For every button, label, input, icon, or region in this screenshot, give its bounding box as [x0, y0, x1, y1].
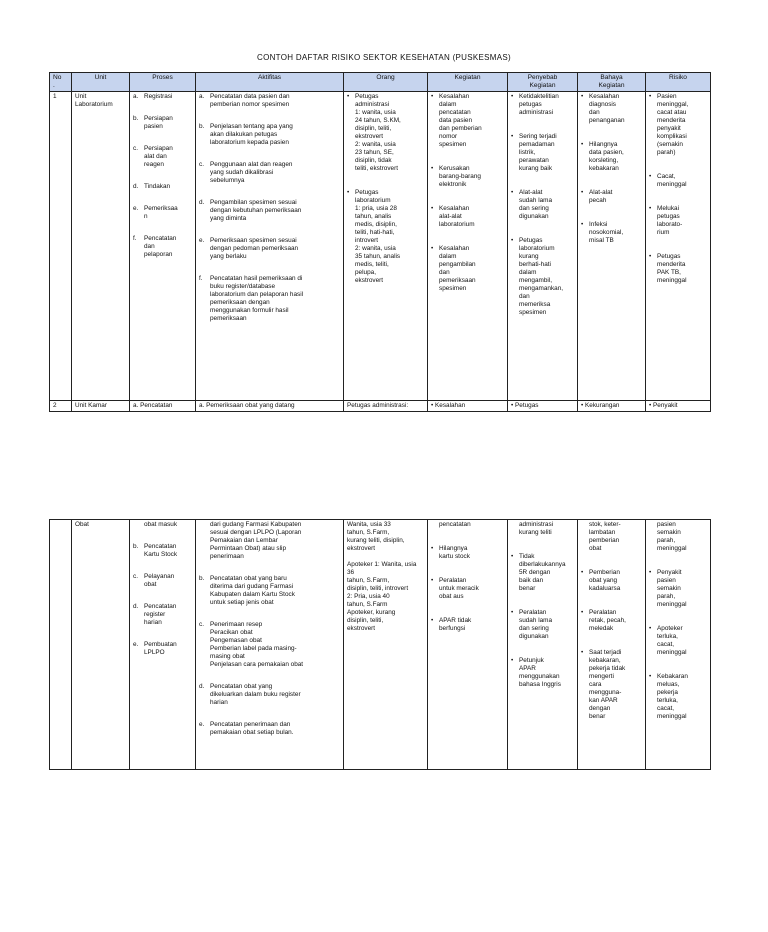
header-aktifitas: Aktifitas — [196, 73, 344, 92]
list-item — [581, 93, 642, 125]
list-text: Hilangnya kartu stock — [439, 545, 470, 560]
cell-unit: Unit Kamar — [72, 401, 130, 412]
list-marker: d. — [133, 603, 139, 610]
cell-proses: a. Pencatatan — [130, 401, 196, 412]
cell-aktifitas — [196, 520, 344, 770]
cell-proses — [130, 92, 196, 401]
list-item — [649, 253, 707, 285]
list-item — [431, 205, 504, 229]
list-marker: d. — [199, 199, 205, 206]
list-text: Pencatatan obat yang dikeluarkan dalam buku register harian — [210, 683, 301, 706]
list-marker: • — [347, 189, 350, 196]
list-marker: • — [581, 221, 584, 228]
list-marker: a. — [199, 93, 205, 100]
list-text: Saat terjadi kebakaran, pekerja tidak mengerti cara mengguna- kan APAR dengan benar — [589, 649, 626, 720]
cell-risiko — [646, 520, 711, 770]
list-item — [133, 521, 192, 529]
list-marker: • — [581, 141, 584, 148]
list-item — [511, 189, 574, 221]
cell-aktifitas — [196, 92, 344, 401]
list-item — [199, 93, 340, 109]
list-marker: b. — [199, 123, 205, 130]
list-text: Penjelasan tentang apa yang akan dilakukan petugas laboratorium kepada pasien — [210, 123, 293, 146]
table-row — [50, 92, 711, 401]
cell-bahaya — [578, 92, 646, 401]
header-no: No . — [50, 73, 72, 92]
list-marker: • — [581, 609, 584, 616]
list-marker — [199, 521, 210, 561]
list-item — [199, 721, 340, 737]
list-item — [347, 189, 424, 285]
cell-bahaya — [578, 520, 646, 770]
cell-penyebab — [508, 92, 578, 401]
list-text: Hilangnya data pasien, korsleting, kebakaran — [589, 141, 624, 172]
list-marker: • — [431, 545, 434, 552]
list-marker: • — [431, 93, 434, 100]
cell-orang: Wanita, usia 33 tahun, S.Farm, kurang teliti, disiplin, ekstrovert Apoteker 1: Wanita, usia 36 tahun, S.Farm, disiplin, teliti, introvert 2: Pria, usia 40 tahun, S.Farm Apoteker, kurang disiplin, teliti, ekstrovert — [344, 520, 428, 770]
list-marker: • — [649, 205, 652, 212]
list-marker: c. — [133, 145, 138, 152]
list-marker: • — [511, 609, 514, 616]
cell-kegiatan — [428, 92, 508, 401]
header-unit: Unit — [72, 73, 130, 92]
list-marker: • — [511, 189, 514, 196]
list-marker: • — [431, 617, 434, 624]
list-marker: a. — [133, 93, 139, 100]
list-text: pasien semakin parah, meninggal — [657, 521, 687, 552]
list-item — [431, 617, 504, 633]
header-penyebab: Penyebab Kegiatan — [508, 73, 578, 92]
header-kegiatan: Kegiatan — [428, 73, 508, 92]
list-marker: • — [347, 93, 350, 100]
list-marker: f. — [199, 275, 203, 282]
list-item — [511, 609, 574, 641]
list-text: Pasien meninggal, cacat atau menderita penyakit komplikasi (semakin parah) — [657, 93, 689, 156]
list-marker: • — [649, 673, 652, 680]
list-marker: e. — [133, 205, 139, 212]
cell-penyebab: • Petugas — [508, 401, 578, 412]
header-bahaya: Bahaya Kegiatan — [578, 73, 646, 92]
list-marker: • — [581, 649, 584, 656]
list-text: Pemberian obat yang kadaluarsa — [589, 569, 621, 592]
cell-orang — [344, 92, 428, 401]
list-text: Kesalahan alat-alat laboratorium — [439, 205, 475, 228]
list-marker: • — [511, 657, 514, 664]
list-item — [133, 603, 192, 627]
risk-table-page-1 — [49, 72, 711, 412]
list-text: Apoteker terluka, cacat, meninggal — [657, 625, 687, 656]
list-text: Alat-alat sudah lama dan sering digunakan — [519, 189, 553, 220]
cell-no: 1 — [50, 92, 72, 401]
list-item — [431, 521, 504, 529]
cell-no — [50, 520, 72, 770]
list-item — [649, 521, 707, 553]
list-marker: b. — [133, 543, 139, 550]
list-text: Pembuatan LPLPO — [144, 641, 177, 656]
list-item — [581, 141, 642, 173]
cell-kegiatan — [428, 520, 508, 770]
cell-orang: Petugas administrasi: — [344, 401, 428, 412]
cell-unit: Obat — [72, 520, 130, 770]
cell-bahaya: • Kekurangan — [578, 401, 646, 412]
list-item — [649, 205, 707, 237]
list-text: Pelayanan obat — [144, 573, 175, 588]
list-text: Cacat, meninggal — [657, 173, 687, 188]
list-item — [581, 649, 642, 721]
list-text: Tindakan — [144, 183, 171, 190]
list-item — [581, 609, 642, 633]
list-item — [649, 173, 707, 189]
list-marker: • — [431, 205, 434, 212]
cell-proses — [130, 520, 196, 770]
list-marker — [581, 521, 589, 553]
header-proses: Proses — [130, 73, 196, 92]
list-text: Petugas laboratorium 1: pria, usia 28 tahun, analis medis, disiplin, teliti, hati-hati, introvert 2: wanita, usia 35 tahun, analis medis, teliti, pelupa, ekstrovert — [355, 189, 401, 284]
list-item — [431, 245, 504, 293]
page-title: CONTOH DAFTAR RISIKO SEKTOR KESEHATAN (PUSKESMAS) — [257, 53, 511, 62]
table-row — [50, 520, 711, 770]
list-item — [199, 575, 340, 607]
list-item — [199, 161, 340, 185]
list-text: Pencatatan Kartu Stock — [144, 543, 178, 558]
list-marker: • — [431, 577, 434, 584]
list-marker: • — [649, 253, 652, 260]
list-text: Kesalahan diagnosis dan penanganan — [589, 93, 625, 124]
list-item — [133, 543, 192, 559]
list-text: Kesalahan dalam pencatatan data pasien dan pemberian nomor spesimen — [439, 93, 482, 148]
list-item — [133, 641, 192, 657]
list-text: pencatatan — [439, 521, 471, 528]
list-marker: c. — [199, 161, 204, 168]
cell-kegiatan: • Kesalahan — [428, 401, 508, 412]
list-text: Penyakit pasien semakin parah, meninggal — [657, 569, 687, 608]
list-item — [133, 115, 192, 131]
list-text: Registrasi — [144, 93, 173, 100]
list-text: Persiapan alat dan reagen — [144, 145, 173, 168]
list-text: Peralatan sudah lama dan sering digunakan — [519, 609, 553, 640]
header-risiko: Risiko — [646, 73, 711, 92]
list-text: Kerusakan barang-barang elektronik — [439, 165, 481, 188]
list-text: Tidak diberlakukannya 5R dengan baik dan benar — [519, 553, 566, 592]
list-text: Kebakaran meluas, pekerja terluka, cacat, meninggal — [657, 673, 688, 720]
list-text: Alat-alat pecah — [589, 189, 613, 204]
list-item — [431, 165, 504, 189]
list-text: Infeksi nosokomial, misal TB — [589, 221, 624, 244]
list-marker: • — [511, 237, 514, 244]
list-marker: • — [511, 93, 514, 100]
list-item — [649, 93, 707, 157]
header-orang: Orang — [344, 73, 428, 92]
list-text: Petunjuk APAR menggunakan bahasa Inggris — [519, 657, 561, 688]
list-text: Melukai petugas laborato- rium — [657, 205, 683, 236]
list-item — [133, 205, 192, 221]
list-text: Persiapan pasien — [144, 115, 173, 130]
list-item — [649, 673, 707, 721]
list-marker: • — [581, 569, 584, 576]
list-marker: • — [649, 173, 652, 180]
list-marker — [431, 521, 439, 529]
list-marker: e. — [199, 721, 205, 728]
list-item — [511, 657, 574, 689]
list-item — [199, 199, 340, 223]
list-item — [581, 521, 642, 553]
list-item — [511, 237, 574, 317]
list-item — [133, 183, 192, 191]
list-marker: c. — [133, 573, 138, 580]
list-marker — [133, 521, 144, 529]
list-marker: e. — [133, 641, 139, 648]
list-text: Pencatatan register harian — [144, 603, 177, 626]
list-item — [431, 577, 504, 601]
list-text: Pencatatan obat yang baru diterima dari gudang Farmasi Kabupaten dalam Kartu Stock untuk setiap jenis obat — [210, 575, 295, 606]
list-marker: c. — [199, 621, 204, 628]
list-text: Penerimaan resep Peracikan obat Pengemasan obat Pemberian label pada masing- masing obat Penjelasan cara pemakaian obat — [210, 621, 304, 668]
list-item — [511, 133, 574, 173]
list-text: dari gudang Farmasi Kabupaten sesuai dengan LPLPO (Laporan Pemakaian dan Lembar Permintaan Obat) atau slip penerimaan — [210, 521, 302, 560]
list-marker: b. — [199, 575, 205, 582]
list-text: Ketidaktelitian petugas administrasi — [519, 93, 559, 116]
list-text: Kesalahan dalam pengambilan dan pemeriksaan spesimen — [439, 245, 476, 292]
list-item — [649, 569, 707, 609]
list-marker: • — [431, 245, 434, 252]
list-marker: • — [649, 569, 652, 576]
list-text: Pencatatan hasil pemeriksaan di buku register/database laboratorium dan pelaporan hasil pemeriksaan dengan menggunakan formulir hasil pemeriksaan — [210, 275, 304, 322]
cell-risiko — [646, 92, 711, 401]
list-text: Pemeriksaa n — [144, 205, 178, 220]
header-row — [50, 73, 711, 92]
list-text: Pencatatan penerimaan dan pemakaian obat setiap bulan. — [210, 721, 294, 736]
list-item — [431, 93, 504, 149]
cell-risiko: • Penyakit — [646, 401, 711, 412]
list-marker: • — [581, 93, 584, 100]
list-item — [133, 93, 192, 101]
cell-aktifitas: a. Pemeriksaan obat yang datang — [196, 401, 344, 412]
risk-table-page-2 — [49, 519, 711, 770]
list-marker: b. — [133, 115, 139, 122]
list-text: Penggunaan alat dan reagen yang sudah dikalibrasi sebelumnya — [210, 161, 293, 184]
list-marker: e. — [199, 237, 205, 244]
list-item — [133, 145, 192, 169]
list-marker: • — [581, 189, 584, 196]
list-text: administrasi kurang teliti — [519, 521, 554, 536]
list-item — [199, 123, 340, 147]
list-marker: d. — [199, 683, 205, 690]
list-item — [511, 521, 574, 537]
list-text: Peralatan untuk meracik obat aus — [439, 577, 479, 600]
list-text: Pencatatan dan pelaporan — [144, 235, 177, 258]
list-marker: • — [511, 553, 514, 560]
list-text: stok, keter- lambatan pemberian obat — [589, 521, 621, 552]
list-text: Pengambilan spesimen sesuai dengan kebutuhan pemeriksaan yang diminta — [210, 199, 302, 222]
list-item — [199, 521, 340, 561]
list-text: Peralatan retak, pecah, meledak — [589, 609, 626, 632]
list-marker: • — [649, 93, 652, 100]
list-item — [347, 93, 424, 173]
list-item — [133, 235, 192, 259]
list-marker: • — [649, 625, 652, 632]
list-item — [199, 275, 340, 323]
list-item — [649, 625, 707, 657]
list-item — [581, 221, 642, 245]
list-text: obat masuk — [144, 521, 178, 528]
cell-penyebab — [508, 520, 578, 770]
cell-unit: Unit Laboratorium — [72, 92, 130, 401]
list-item — [581, 189, 642, 205]
list-item — [511, 93, 574, 117]
list-item — [199, 237, 340, 261]
list-marker: f. — [133, 235, 137, 242]
list-item — [133, 573, 192, 589]
list-text: APAR tidak berfungsi — [439, 617, 472, 632]
list-text: Petugas menderita PAK TB, meninggal — [657, 253, 687, 284]
list-item — [199, 621, 340, 669]
list-text: Pencatatan data pasien dan pemberian nomor spesimen — [210, 93, 290, 108]
list-text: Petugas administrasi 1: wanita, usia 24 tahun, S.KM, disiplin, teliti, ekstrovert 2: wanita, usia 23 tahun, SE, disiplin, tidak teliti, ekstrovert — [355, 93, 401, 172]
list-item — [199, 683, 340, 707]
list-text: Petugas laboratorium kurang berhati-hati dalam mengambil, mengamankan, dan memeriksa spesimen — [519, 237, 564, 316]
list-marker: • — [511, 133, 514, 140]
table-row — [50, 401, 711, 412]
list-item — [431, 545, 504, 561]
cell-no: 2 — [50, 401, 72, 412]
list-text: Sering terjadi pemadaman listrik, perawatan kurang baik — [519, 133, 557, 172]
list-marker — [649, 521, 657, 553]
list-marker — [511, 521, 519, 537]
list-marker: • — [431, 165, 434, 172]
list-item — [511, 553, 574, 593]
list-marker: d. — [133, 183, 139, 190]
list-text: Pemeriksaan spesimen sesuai dengan pedoman pemeriksaan yang berlaku — [210, 237, 299, 260]
list-item — [581, 569, 642, 593]
